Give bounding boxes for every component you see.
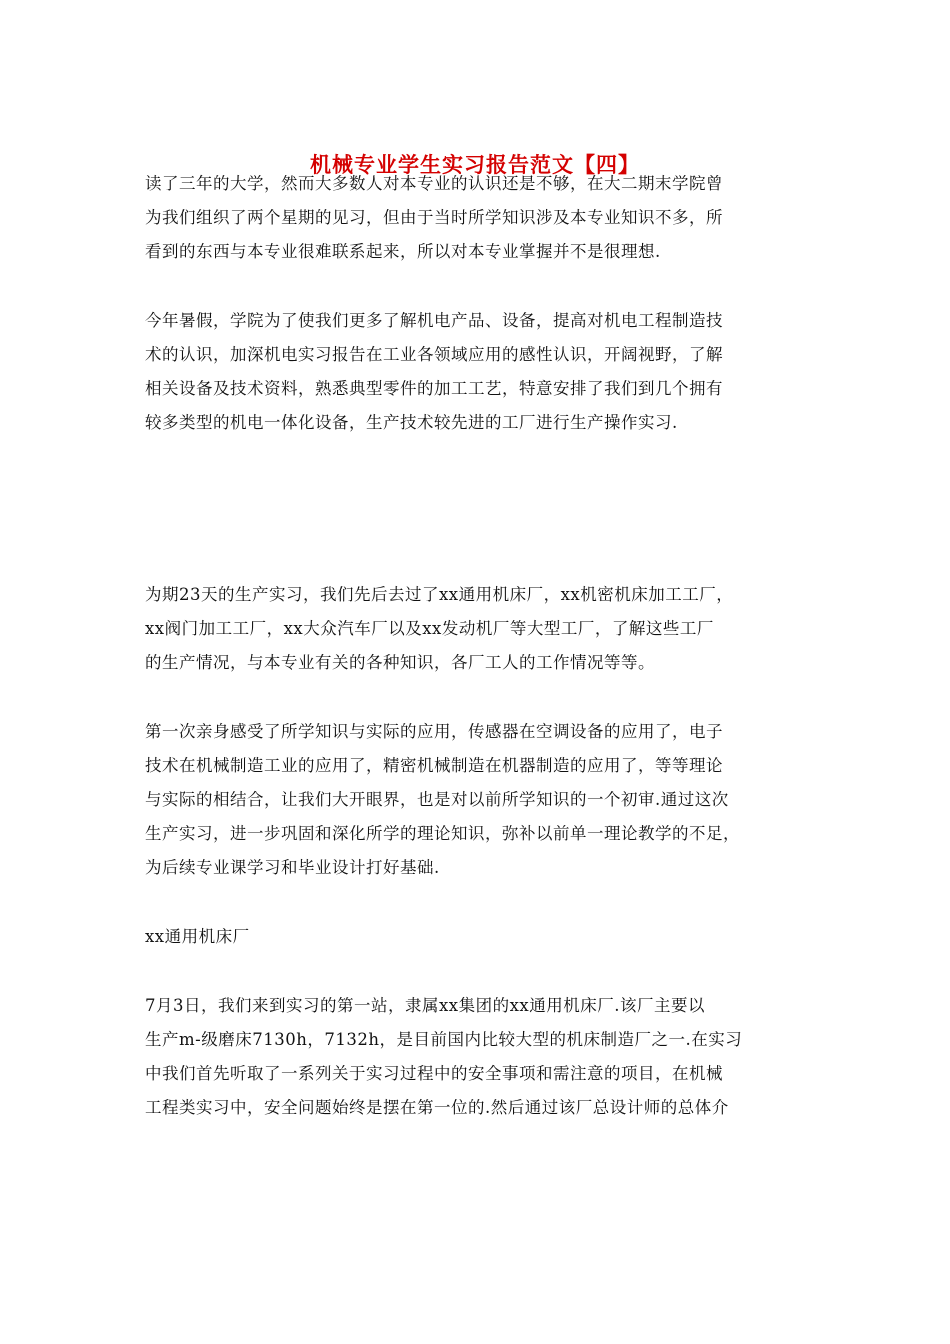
section-heading: xx通用机床厂 (145, 927, 250, 946)
text-line: 第一次亲身感受了所学知识与实际的应用，传感器在空调设备的应用了，电子 (145, 722, 723, 741)
text-line: 技术在机械制造工业的应用了，精密机械制造在机器制造的应用了，等等理论 (145, 756, 723, 775)
text-line: 读了三年的大学，然而大多数人对本专业的认识还是不够，在大二期末学院曾 (145, 174, 723, 193)
document-title: 机械专业学生实习报告范文【四】 (310, 152, 640, 177)
text-line: 今年暑假，学院为了使我们更多了解机电产品、设备，提高对机电工程制造技 (145, 311, 723, 330)
text-line: 相关设备及技术资料，熟悉典型零件的加工工艺，特意安排了我们到几个拥有 (145, 379, 723, 398)
text-line: xx阀门加工工厂，xx大众汽车厂以及xx发动机厂等大型工厂，了解这些工厂 (145, 619, 714, 638)
text-line: 工程类实习中，安全问题始终是摆在第一位的.然后通过该厂总设计师的总体介 (145, 1098, 729, 1117)
text-line: 的生产情况，与本专业有关的各种知识，各厂工人的工作情况等等。 (145, 653, 655, 672)
text-line: 7月3日，我们来到实习的第一站，隶属xx集团的xx通用机床厂.该厂主要以 (145, 996, 705, 1015)
text-line: 为后续专业课学习和毕业设计打好基础. (145, 858, 440, 877)
text-line: 中我们首先听取了一系列关于实习过程中的安全事项和需注意的项目，在机械 (145, 1064, 723, 1083)
text-line: 看到的东西与本专业很难联系起来，所以对本专业掌握并不是很理想. (145, 242, 661, 261)
text-line: 为期23天的生产实习，我们先后去过了xx通用机床厂，xx机密机床加工工厂， (145, 585, 734, 604)
text-line: 生产m-级磨床7130h，7132h，是目前国内比较大型的机床制造厂之一.在实习 (145, 1030, 743, 1049)
text-line: 术的认识，加深机电实习报告在工业各领域应用的感性认识，开阔视野，了解 (145, 345, 723, 364)
text-line: 为我们组织了两个星期的见习，但由于当时所学知识涉及本专业知识不多，所 (145, 208, 723, 227)
text-line: 与实际的相结合，让我们大开眼界，也是对以前所学知识的一个初审.通过这次 (145, 790, 729, 809)
text-line: 较多类型的机电一体化设备，生产技术较先进的工厂进行生产操作实习. (145, 413, 678, 432)
text-line: 生产实习，进一步巩固和深化所学的理论知识，弥补以前单一理论教学的不足， (145, 824, 740, 843)
